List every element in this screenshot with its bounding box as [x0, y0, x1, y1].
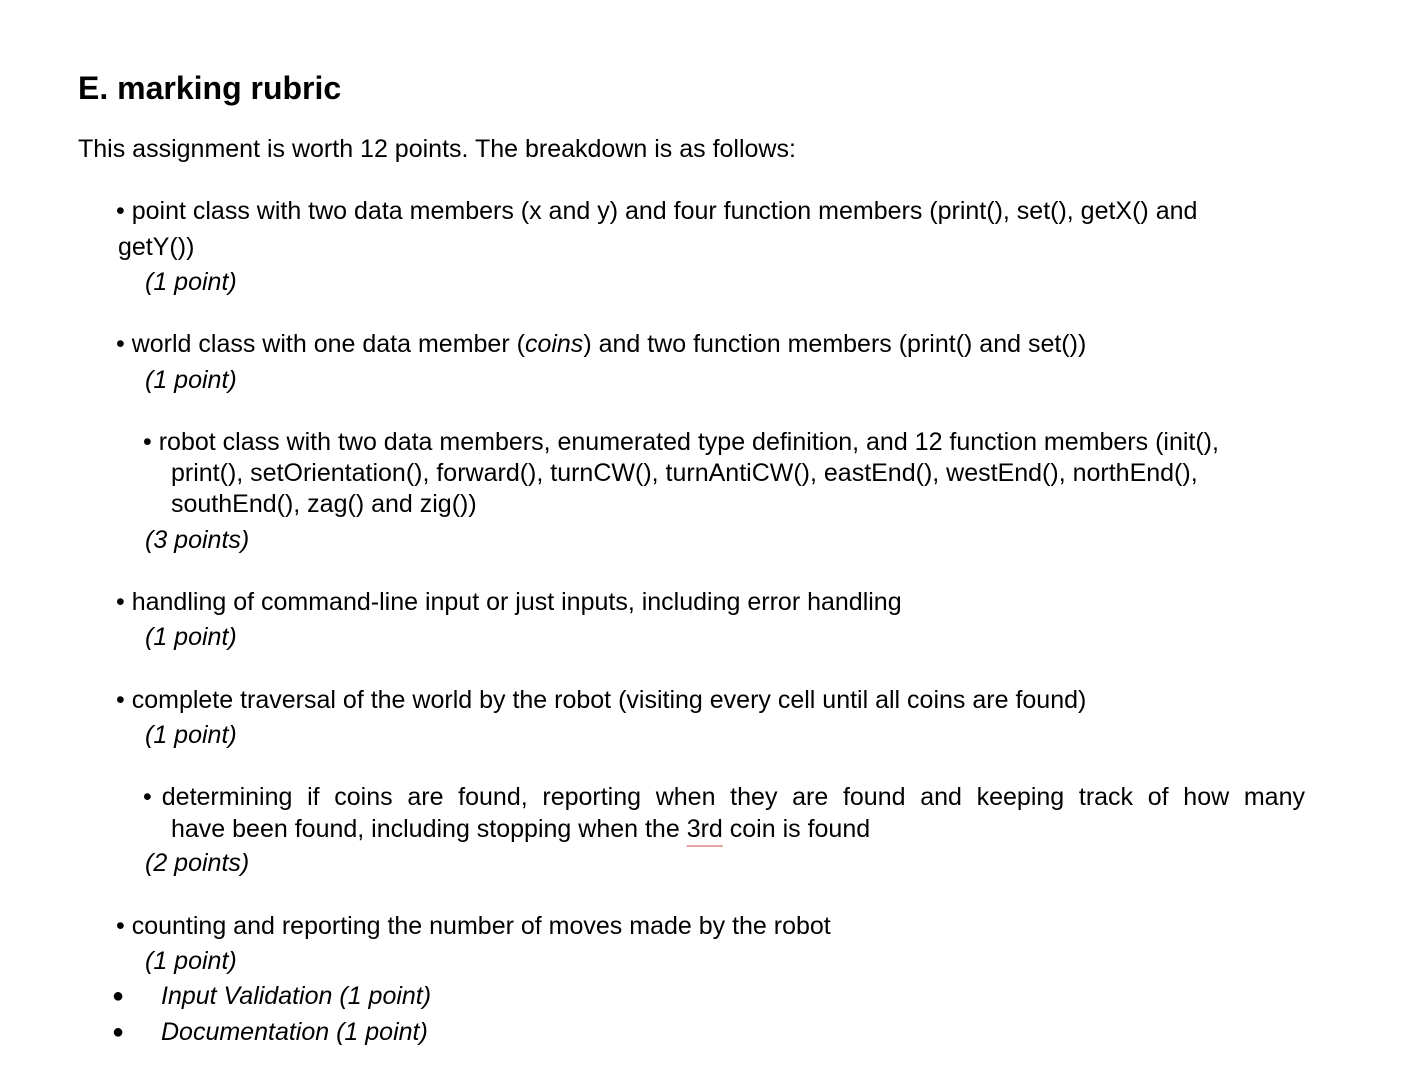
round-bullet-icon: ●: [112, 1021, 125, 1043]
bullet-icon: •: [116, 588, 125, 616]
item-text-continued: southEnd(), zag() and zig()): [171, 490, 477, 518]
item-text: handling of command-line input or just inputs, including error handling: [131, 588, 902, 616]
bullet-icon: •: [116, 686, 125, 714]
item-text-tail: coin is found: [722, 815, 871, 843]
spellcheck-underline: 3rd: [686, 815, 723, 843]
item-text: robot class with two data members, enumerated type definition, and 12 function members (init(),: [158, 428, 1219, 456]
item-points: (1 point): [145, 721, 237, 749]
rubric-heading: E. marking rubric: [78, 70, 342, 106]
item-text: counting and reporting the number of moves made by the robot: [131, 912, 831, 940]
item-text-emphasis: coins: [524, 330, 584, 358]
bullet-icon: •: [143, 783, 152, 811]
item-text: determining if coins are found, reporting when they are found and keeping track of how many: [161, 783, 1305, 811]
item-text: Documentation (1 point): [161, 1018, 428, 1046]
item-text-tail: ) and two function members (print() and set()): [583, 330, 1087, 358]
round-bullet-icon: ●: [112, 985, 125, 1007]
bullet-icon: •: [143, 428, 152, 456]
item-text-continued: have been found, including stopping when the: [171, 815, 687, 843]
item-text: world class with one data member (: [131, 330, 525, 358]
item-points: (1 point): [145, 623, 237, 651]
item-text-continued: print(), setOrientation(), forward(), turnCW(), turnAntiCW(), eastEnd(), westEnd(), northEnd(),: [171, 459, 1198, 487]
item-text-continued: getY()): [118, 233, 195, 261]
bullet-icon: •: [116, 197, 125, 225]
item-points: (2 points): [145, 849, 250, 877]
item-text: point class with two data members (x and y) and four function members (print(), set(), getX() and: [131, 197, 1198, 225]
item-points: (1 point): [145, 366, 237, 394]
bullet-icon: •: [116, 330, 125, 358]
item-text: Input Validation (1 point): [161, 982, 432, 1010]
bullet-icon: •: [116, 912, 125, 940]
item-points: (1 point): [145, 947, 237, 975]
item-text: complete traversal of the world by the robot (visiting every cell until all coins are found): [131, 686, 1087, 714]
item-points: (3 points): [145, 526, 250, 554]
intro-text: This assignment is worth 12 points. The breakdown is as follows:: [78, 135, 796, 163]
item-points: (1 point): [145, 268, 237, 296]
